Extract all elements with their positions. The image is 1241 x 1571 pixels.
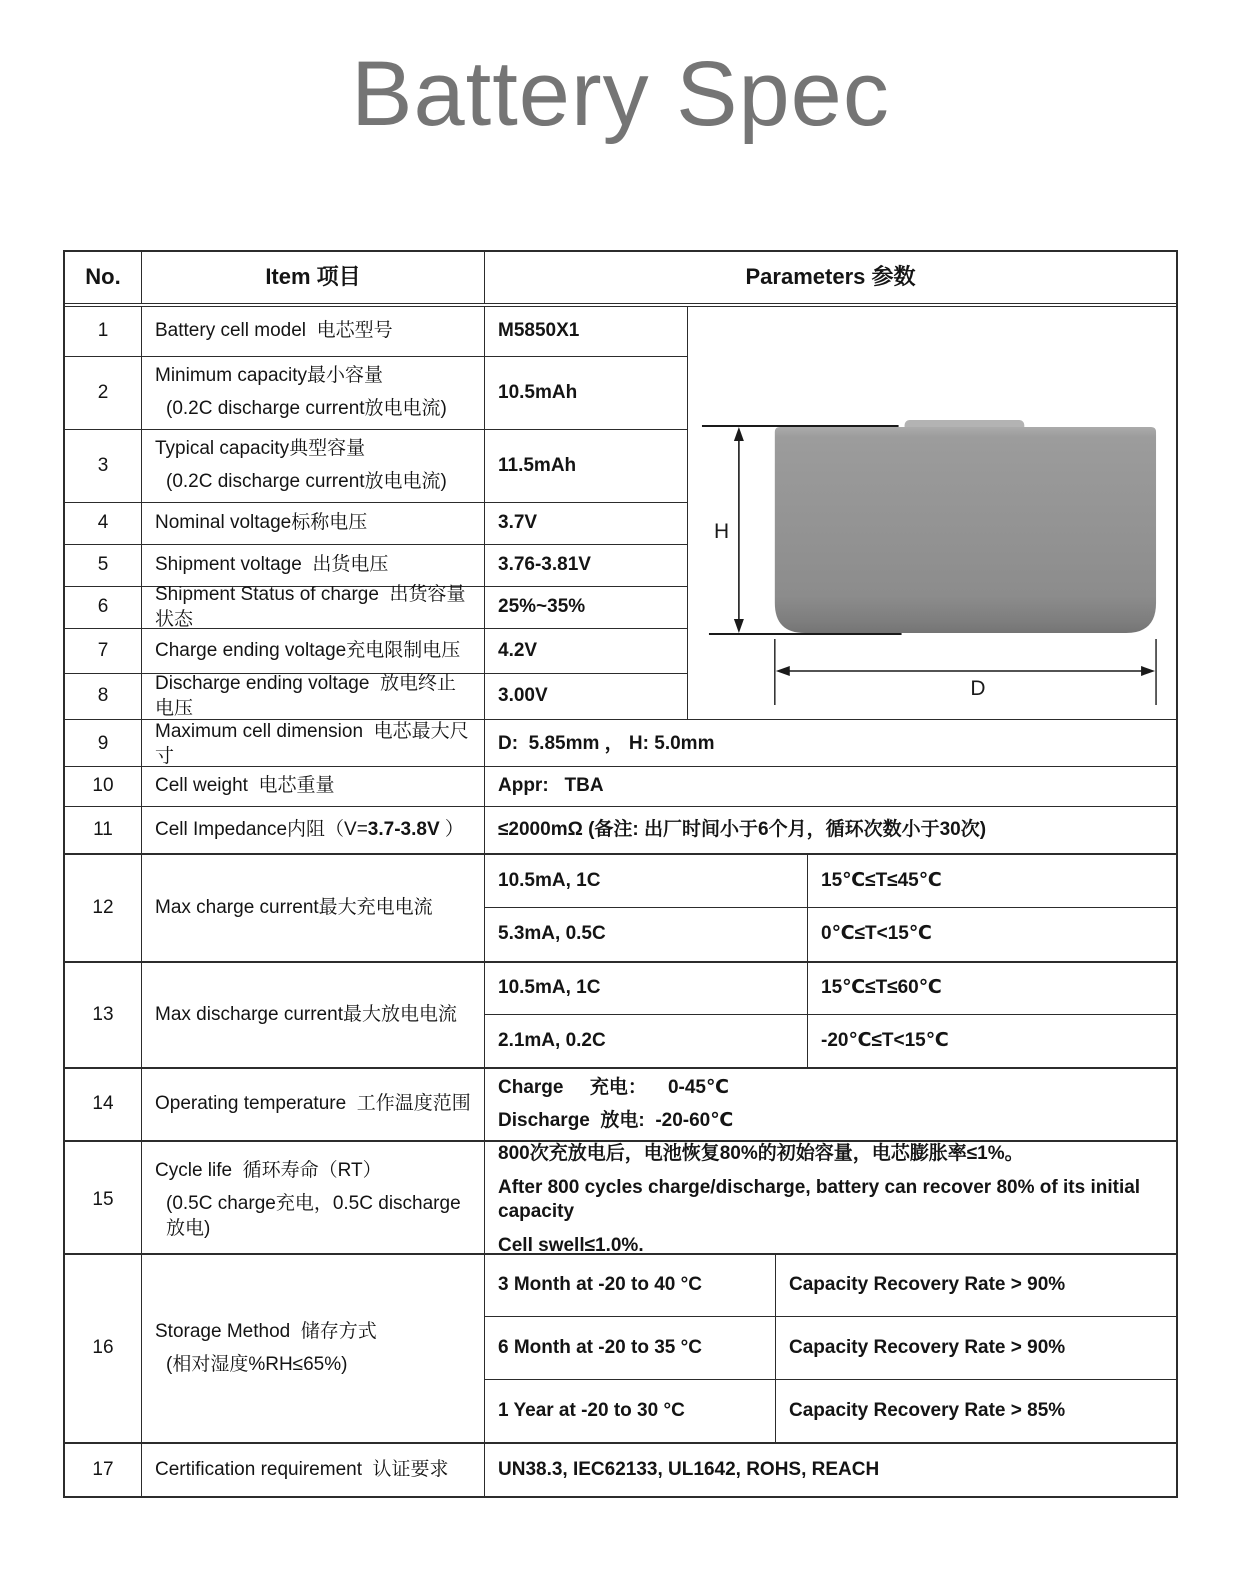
temp-range-cell: 0℃≤T<15℃ [821,923,932,945]
temp-range-cell: -20℃≤T<15℃ [821,1029,949,1051]
item-cell: Maximum cell dimension 电芯最大尺寸 [142,720,485,769]
battery-diagram [688,307,1176,719]
value-cell: 10.5mAh [485,357,688,430]
page-title: Battery Spec [351,43,890,145]
item-label-line2: (0.2C discharge current放电电流) [166,398,447,419]
value-line2: Discharge 放电: -20-60℃ [498,1109,734,1131]
item-cell: Battery cell model 电芯型号 [142,307,485,357]
storage-condition-cell: 1 Year at -20 to 30 °C [485,1380,776,1442]
item-cell: Charge ending voltage充电限制电压 [142,629,485,674]
value-cell: 4.2V [485,629,688,674]
row-number: 16 [65,1255,142,1442]
item-cell [142,807,485,853]
value-cell: UN38.3, IEC62133, UL1642, ROHS, REACH [498,1458,880,1480]
spec-table [63,250,1178,1498]
item-label: Cell Impedance内阻（V= [155,818,368,840]
item-label-line1: Cycle life 循环寿命（RT） [155,1160,382,1182]
item-cell: Shipment Status of charge 出货容量状态 [142,587,485,629]
storage-condition-cell: 3 Month at -20 to 40 °C [485,1255,776,1317]
item-cell: Operating temperature 工作温度范围 [142,1069,485,1140]
current-cell: 5.3mA, 0.5C [485,908,808,961]
value-cell: M5850X1 [485,307,688,357]
row-number: 1 [65,307,142,357]
value-line1: Charge 充电： 0-45℃ [498,1076,730,1098]
item-cell [142,1255,485,1442]
current-cell: 10.5mA, 1C [485,963,808,1015]
row-number: 7 [65,629,142,674]
header-item: Item 项目 [142,252,485,303]
recovery-rate-cell: Capacity Recovery Rate > 90% [776,1255,1176,1317]
item-cell: Certification requirement 认证要求 [142,1444,485,1496]
table-row [65,807,1176,855]
table-row [65,963,1176,1069]
item-label-line1: Typical capacity典型容量 [155,438,366,460]
row-number: 3 [65,430,142,503]
value-cell: Appr: TBA [498,775,604,797]
row-number: 5 [65,545,142,587]
item-cell: Max discharge current最大放电电流 [142,963,485,1067]
header-parameters: Parameters 参数 [745,264,916,290]
item-label-bold: 3.7-3.8V [367,818,440,840]
row-number: 14 [65,1069,142,1140]
row-number: 12 [65,855,142,961]
row-number: 17 [65,1444,142,1496]
battery-diagram-svg [688,307,1176,719]
row-number: 13 [65,963,142,1067]
table-row [65,1069,1176,1142]
diameter-dimension-arrow [776,666,1155,676]
item-label-line2: (0.5C charge充电，0.5C discharge放电) [166,1193,461,1239]
row-number: 2 [65,357,142,430]
current-cell: 10.5mA, 1C [485,855,808,908]
row-number: 6 [65,587,142,629]
item-cell [142,357,485,430]
row-number: 11 [65,807,142,853]
item-label-line2: (相对湿度%RH≤65%) [166,1353,348,1375]
diameter-label: D [970,676,986,701]
height-label: H [713,519,730,544]
table-row [65,767,1176,807]
temp-range-cell: 15℃≤T≤60℃ [808,963,1176,1015]
value-cell: 3.76-3.81V [485,545,688,587]
item-cell: Discharge ending voltage 放电终止电压 [142,674,485,719]
battery-body [775,427,1156,633]
value-cell: 25%~35% [485,587,688,629]
row-number: 9 [65,720,142,769]
value-cell [485,1142,1176,1259]
current-cell: 2.1mA, 0.2C [485,1015,808,1067]
value-cell: 3.00V [485,674,688,719]
recovery-rate-cell: Capacity Recovery Rate > 90% [776,1317,1176,1380]
item-cell [142,1142,485,1259]
value-cell: 11.5mAh [485,430,688,503]
row-number: 8 [65,674,142,719]
value-cell: 3.7V [485,503,688,545]
header-no: No. [65,252,142,303]
table-header-row [65,252,1176,307]
recovery-rate-cell: Capacity Recovery Rate > 85% [789,1399,1066,1421]
row-number: 4 [65,503,142,545]
item-cell: Max charge current最大充电电流 [142,855,485,961]
value-cell: ≤2000mΩ (备注: 出厂时间小于6个月，循环次数小于30次) [498,818,987,840]
value-line2: After 800 cycles charge/discharge, battery can recover 80% of its initial capacity [498,1176,1146,1223]
temp-range-cell: 15℃≤T≤45℃ [808,855,1176,908]
table-row [65,720,1176,767]
item-cell: Nominal voltage标称电压 [142,503,485,545]
value-line3: Cell swell≤1.0%. [498,1235,644,1257]
storage-condition-cell: 6 Month at -20 to 35 °C [485,1317,776,1380]
item-label-line1: Storage Method 储存方式 [155,1320,377,1342]
item-label-line2: (0.2C discharge current放电电流) [166,471,447,492]
item-cell: Shipment voltage 出货电压 [142,545,485,587]
item-cell: Cell weight 电芯重量 [142,767,485,806]
value-cell [485,1069,1176,1140]
table-row [65,855,1176,963]
table-row [65,1255,1176,1444]
value-cell: D: 5.85mm ， H: 5.0mm [498,733,715,755]
row-number: 10 [65,767,142,806]
item-cell [142,430,485,503]
table-row [65,1142,1176,1255]
table-row [65,1444,1176,1496]
value-line1: 800次充放电后，电池恢复80%的初始容量，电芯膨胀率≤1%。 [498,1143,1024,1164]
rows-1-8-block [65,307,1176,720]
item-label-line1: Minimum capacity最小容量 [155,365,384,387]
item-label-suffix: ） [439,818,464,840]
height-dimension-arrow [734,427,744,633]
row-number: 15 [65,1142,142,1259]
